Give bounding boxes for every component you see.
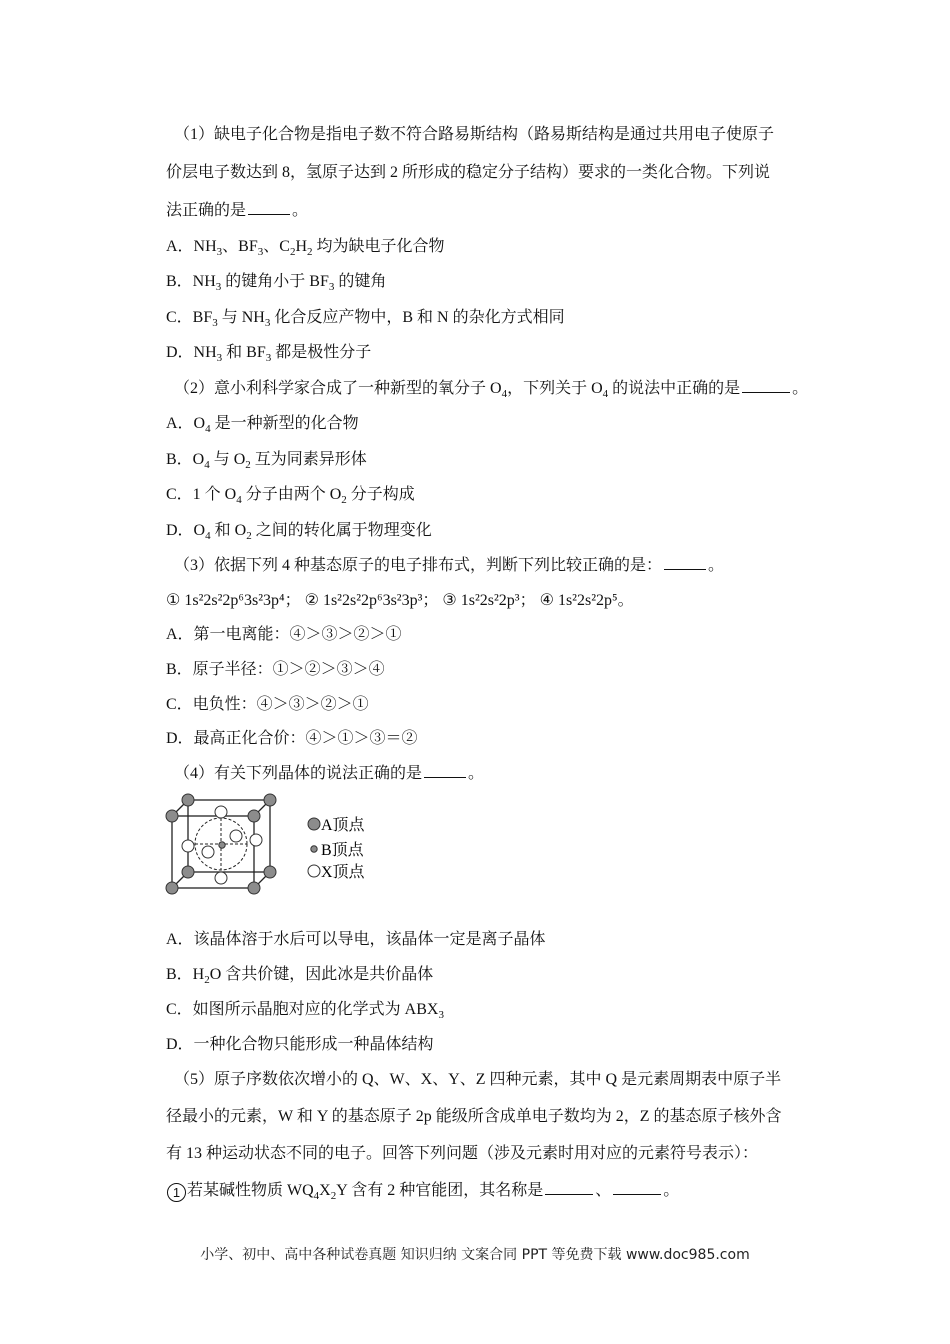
atom-a	[166, 882, 178, 894]
atom-a	[264, 866, 276, 878]
q1-stem-line3: 法正确的是 。	[166, 202, 309, 219]
q5-stem-line2: 径最小的元素，W 和 Y 的基态原子 2p 能级所含成单电子数均为 2，Z 的基态原子核外含	[166, 1108, 782, 1125]
page-footer: 小学、初中、高中各种试卷真题 知识归纳 文案合同 PPT 等免费下载 www.doc985.com	[200, 1247, 750, 1263]
crystal-cell-diagram	[160, 790, 380, 900]
atom-x	[250, 834, 262, 846]
q2-option-a: A．$O_4$ 是一种新型的化合物	[166, 415, 359, 436]
atom-x	[202, 846, 214, 858]
atom-x	[230, 830, 242, 842]
legend-x-marker	[308, 865, 320, 877]
q4-option-a: A．该晶体溶于水后可以导电，该晶体一定是离子晶体	[166, 931, 546, 948]
q1-stem-line1: （1）缺电子化合物是指电子数不符合路易斯结构（路易斯结构是通过共用电子使原子	[174, 126, 775, 143]
atom-b	[219, 842, 225, 848]
q3-option-d: D．最高正化合价：④＞①＞③＝②	[166, 730, 418, 747]
q1-option-c: C．$BF_3$ 与 $NH_3$ 化合反应产物中，B 和 N 的杂化方式相同	[166, 309, 565, 330]
atom-a	[248, 810, 260, 822]
q3-stem: （3）依据下列 4 种基态原子的电子排布式，判断下列比较正确的是： 。	[174, 557, 725, 574]
atom-a	[182, 794, 194, 806]
atom-a	[264, 794, 276, 806]
q5-stem-line1: （5）原子序数依次增小的 Q、W、X、Y、Z 四种元素，其中 Q 是元素周期表中原子半	[174, 1071, 782, 1088]
answer-blank[interactable]	[248, 200, 290, 215]
q1-option-b: B．$NH_3$ 的键角小于 $BF_3$ 的键角	[166, 273, 387, 294]
q4-stem: （4）有关下列晶体的说法正确的是 。	[174, 765, 485, 782]
q5-stem-line3: 有 13 种运动状态不同的电子。回答下列问题（涉及元素时用对应的元素符号表示）：	[166, 1145, 759, 1162]
answer-blank[interactable]	[613, 1180, 661, 1195]
atom-x	[215, 872, 227, 884]
q1-option-d: D．$NH_3$ 和 $BF_3$ 都是极性分子	[166, 344, 372, 365]
circled-number-1: 1	[167, 1183, 186, 1202]
q4-option-b: B．$H_2O$ 含共价键，因此冰是共价晶体	[166, 966, 434, 987]
answer-blank[interactable]	[664, 555, 706, 570]
atom-x	[182, 840, 194, 852]
legend-b-marker	[311, 846, 317, 852]
q2-option-b: B．$O_4$ 与 $O_2$ 互为同素异形体	[166, 451, 367, 472]
q3-option-a: A．第一电离能：④＞③＞②＞①	[166, 626, 402, 643]
q5-sub1: 1 若某碱性物质 $WQ_4X_2Y$ 含有 2 种官能团，其名称是 、 。	[166, 1180, 679, 1202]
q3-option-b: B．原子半径：①＞②＞③＞④	[166, 661, 385, 678]
q3-configurations: ① 1s²2s²2p⁶3s²3p⁴； ② 1s²2s²2p⁶3s²3p³； ③ 1s²2s²2p³； ④ 1s²2s²2p⁵。	[166, 592, 634, 609]
q4-option-d: D．一种化合物只能形成一种晶体结构	[166, 1036, 434, 1053]
q4-option-c: C．如图所示晶胞对应的化学式为 $ABX_3$	[166, 1001, 444, 1022]
answer-blank[interactable]	[545, 1180, 593, 1195]
atom-a	[182, 866, 194, 878]
q2-option-d: D．$O_4$ 和 $O_2$ 之间的转化属于物理变化	[166, 522, 432, 543]
q2-stem: （2）意小利科学家合成了一种新型的氧分子 $O_4$，下列关于 $O_4$ 的说法中正确的是 。	[174, 380, 809, 401]
q3-option-c: C．电负性：④＞③＞②＞①	[166, 696, 369, 713]
q1-option-a: A．$NH_3$、$BF_3$、$C_2H_2$ 均为缺电子化合物	[166, 238, 445, 259]
atom-a	[166, 810, 178, 822]
legend-a-label: A顶点	[321, 817, 365, 834]
atom-x	[215, 806, 227, 818]
legend-b-label: B顶点	[321, 842, 364, 859]
answer-blank[interactable]	[742, 378, 790, 393]
q1-stem-line2: 价层电子数达到 8，氢原子达到 2 所形成的稳定分子结构）要求的一类化合物。下列说	[166, 164, 771, 181]
atom-a	[248, 882, 260, 894]
legend-x-label: X顶点	[321, 864, 365, 881]
answer-blank[interactable]	[424, 763, 466, 778]
legend-a-marker	[308, 818, 320, 830]
q2-option-c: C．1 个 $O_4$ 分子由两个 $O_2$ 分子构成	[166, 486, 415, 507]
